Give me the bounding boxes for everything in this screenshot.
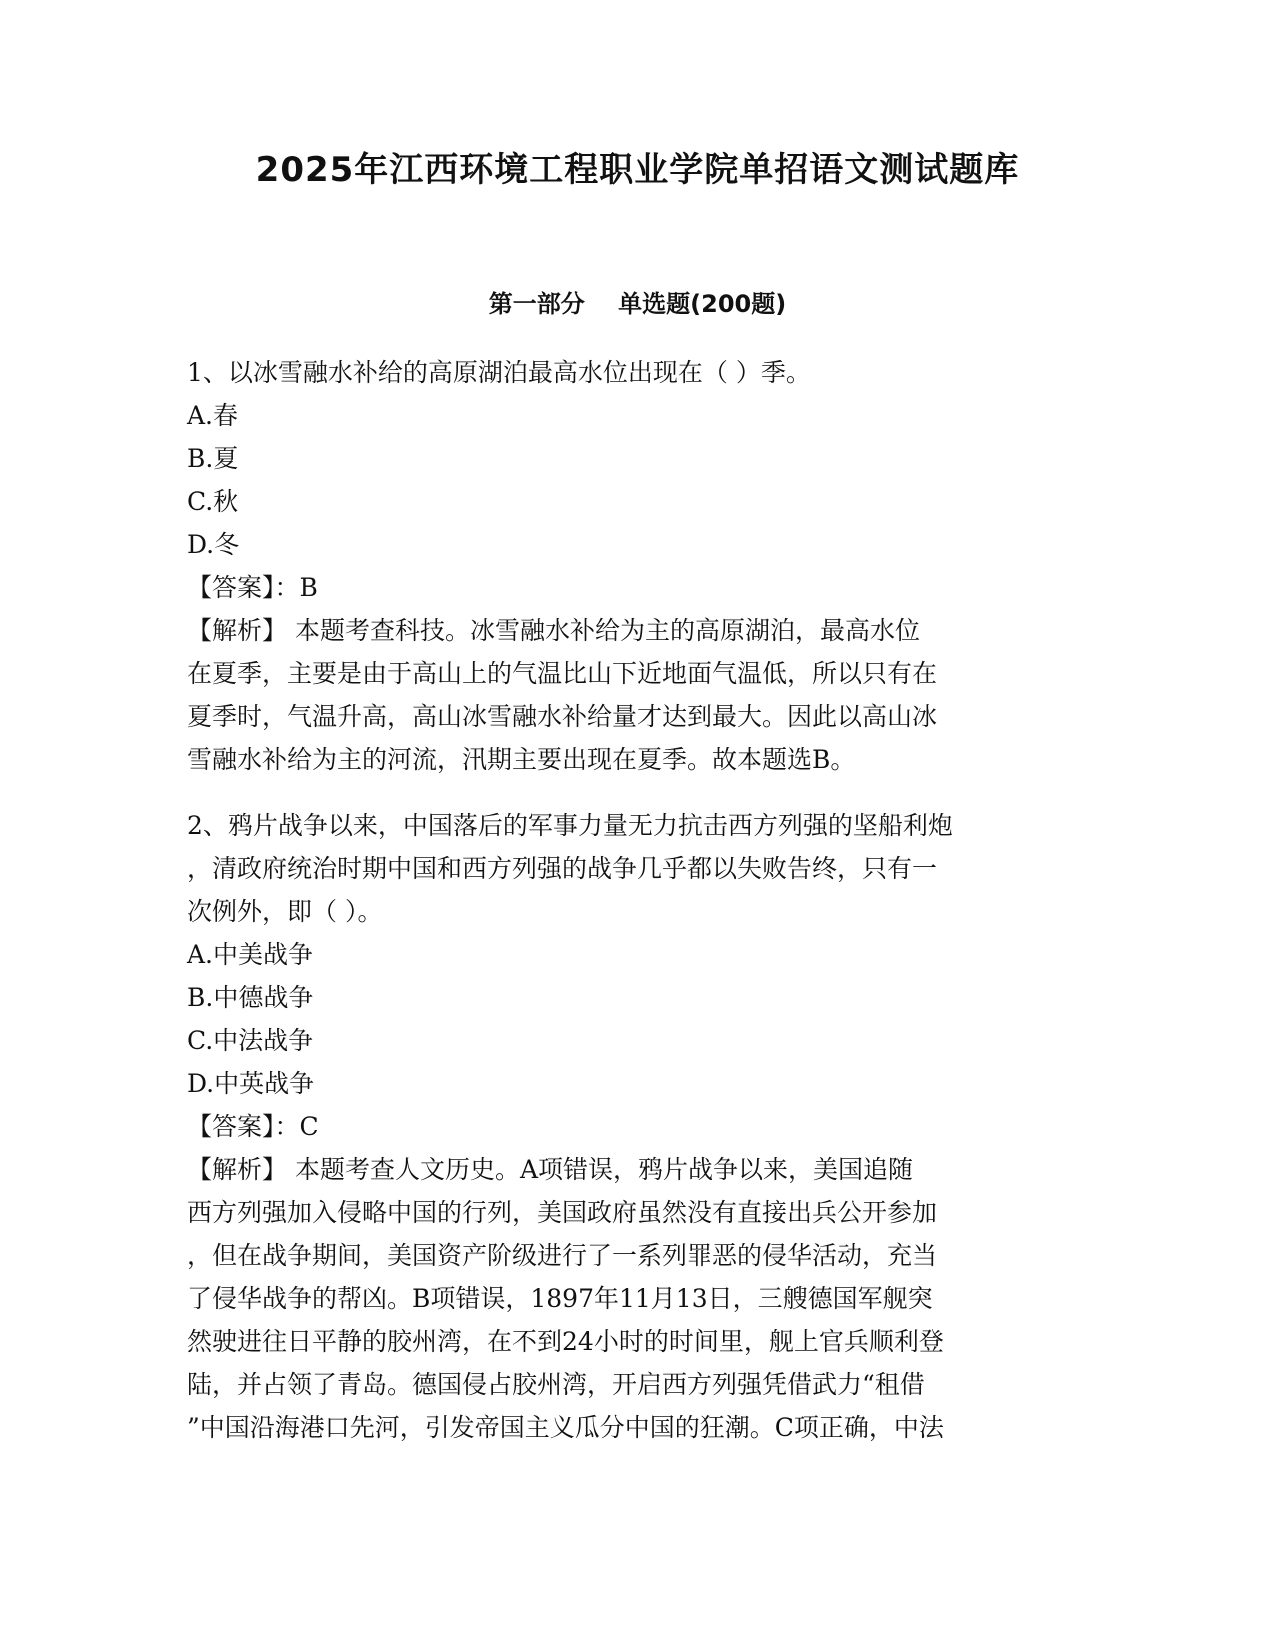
explanation-line: ”中国沿海港口先河，引发帝国主义瓜分中国的狂潮。C项正确，中法	[187, 1413, 944, 1442]
question-1	[187, 351, 1087, 781]
document-title: 2025年江西环境工程职业学院单招语文测试题库	[255, 150, 1020, 190]
option-a: A.春	[187, 401, 239, 430]
option-c: C.秋	[187, 487, 239, 516]
explanation-line: 西方列强加入侵略中国的行列，美国政府虽然没有直接出兵公开参加	[187, 1198, 938, 1227]
question-stem: 2、鸦片战争以来，中国落后的军事力量无力抗击西方列强的坚船利炮	[187, 811, 953, 840]
option-d: D.中英战争	[187, 1069, 315, 1098]
question-stem: 次例外，即（ ）。	[187, 897, 383, 926]
option-b: B.中德战争	[187, 983, 314, 1012]
option-b: B.夏	[187, 444, 239, 473]
explanation-line: 在夏季，主要是由于高山上的气温比山下近地面气温低，所以只有在	[187, 659, 938, 688]
explanation-line: 了侵华战争的帮凶。B项错误，1897年11月13日，三艘德国军舰突	[187, 1284, 933, 1313]
explanation-line: 然驶进往日平静的胶州湾，在不到24小时的时间里，舰上官兵顺利登	[187, 1327, 944, 1356]
question-2	[187, 804, 1087, 1449]
option-c: C.中法战争	[187, 1026, 314, 1055]
explanation-line: 【解析】 本题考查科技。冰雪融水补给为主的高原湖泊，最高水位	[187, 616, 920, 645]
explanation-line: 雪融水补给为主的河流，汛期主要出现在夏季。故本题选B。	[187, 745, 856, 774]
option-a: A.中美战争	[187, 940, 314, 969]
explanation-line: ，但在战争期间，美国资产阶级进行了一系列罪恶的侵华活动，充当	[187, 1241, 938, 1270]
question-stem: 1、以冰雪融水补给的高原湖泊最高水位出现在（ ）季。	[187, 358, 811, 387]
option-d: D.冬	[187, 530, 240, 559]
question-stem: ，清政府统治时期中国和西方列强的战争几乎都以失败告终，只有一	[187, 854, 938, 883]
answer-line: 【答案】：C	[187, 1112, 319, 1141]
explanation-line: 【解析】 本题考查人文历史。A项错误，鸦片战争以来，美国追随	[187, 1155, 914, 1184]
section-heading: 第一部分 单选题(200题)	[488, 290, 787, 318]
explanation-line: 夏季时，气温升高，高山冰雪融水补给量才达到最大。因此以高山冰	[187, 702, 938, 731]
explanation-line: 陆，并占领了青岛。德国侵占胶州湾，开启西方列强凭借武力“租借	[187, 1370, 925, 1399]
answer-line: 【答案】：B	[187, 573, 318, 602]
